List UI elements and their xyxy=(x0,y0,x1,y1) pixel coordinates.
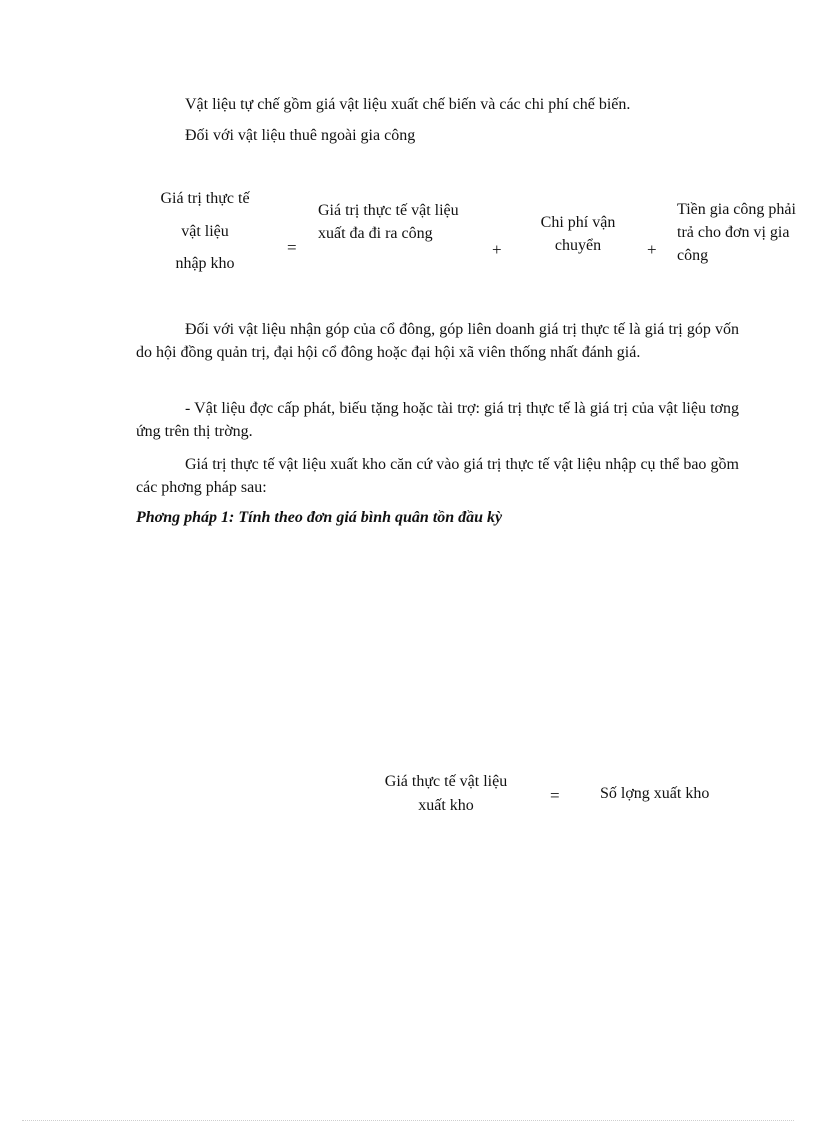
text-line-1: Vật liệu tự chế gồm giá vật liệu xuất chế biến và các chi phí chế biến. xyxy=(185,96,631,113)
formula2-rhs: Số lợng xuất kho xyxy=(600,785,710,802)
formula-term-material-value: Giá trị thực tế vật liệu xuất đa đi ra công xyxy=(318,202,459,242)
formula-term-processing-fee: Tiền gia công phải trả cho đơn vị gia công xyxy=(677,201,796,264)
formula-lhs-line-3: nhập kho xyxy=(175,255,235,272)
equals-sign: = xyxy=(287,238,297,257)
plus-sign: + xyxy=(647,240,657,259)
equals-sign: = xyxy=(550,786,560,805)
formula2-lhs-line-1: Giá thực tế vật liệu xyxy=(384,773,508,790)
formula-lhs-line-1: Giá trị thực tế xyxy=(160,190,250,207)
paragraph-donated-materials: - Vật liệu đợc cấp phát, biếu tặng hoặc tài trợ: giá trị thực tế là giá trị của vật liệu tơng ứng trên thị trờng. xyxy=(136,400,739,440)
page-footer-divider xyxy=(22,1120,794,1121)
plus-sign: + xyxy=(492,240,502,259)
formula-term-transport-cost: Chi phí vận chuyển xyxy=(540,214,616,254)
paragraph-contributed-materials: Đối với vật liệu nhận góp của cổ đông, góp liên doanh giá trị thực tế là giá trị góp vốn do hội đồng quản trị, đại hội cổ đông hoặc đại hội xã viên thống nhất đánh giá. xyxy=(136,321,739,361)
method-1-heading: Phơng pháp 1: Tính theo đơn giá bình quân tồn đầu kỳ xyxy=(136,509,503,526)
formula-lhs-line-2: vật liệu xyxy=(181,223,229,240)
paragraph-export-methods: Giá trị thực tế vật liệu xuất kho căn cứ vào giá trị thực tế vật liệu nhập cụ thể bao gồm các phơng pháp sau: xyxy=(136,456,739,496)
formula2-lhs-line-2: xuất kho xyxy=(418,797,474,814)
text-line-2: Đối với vật liệu thuê ngoài gia công xyxy=(185,127,416,144)
